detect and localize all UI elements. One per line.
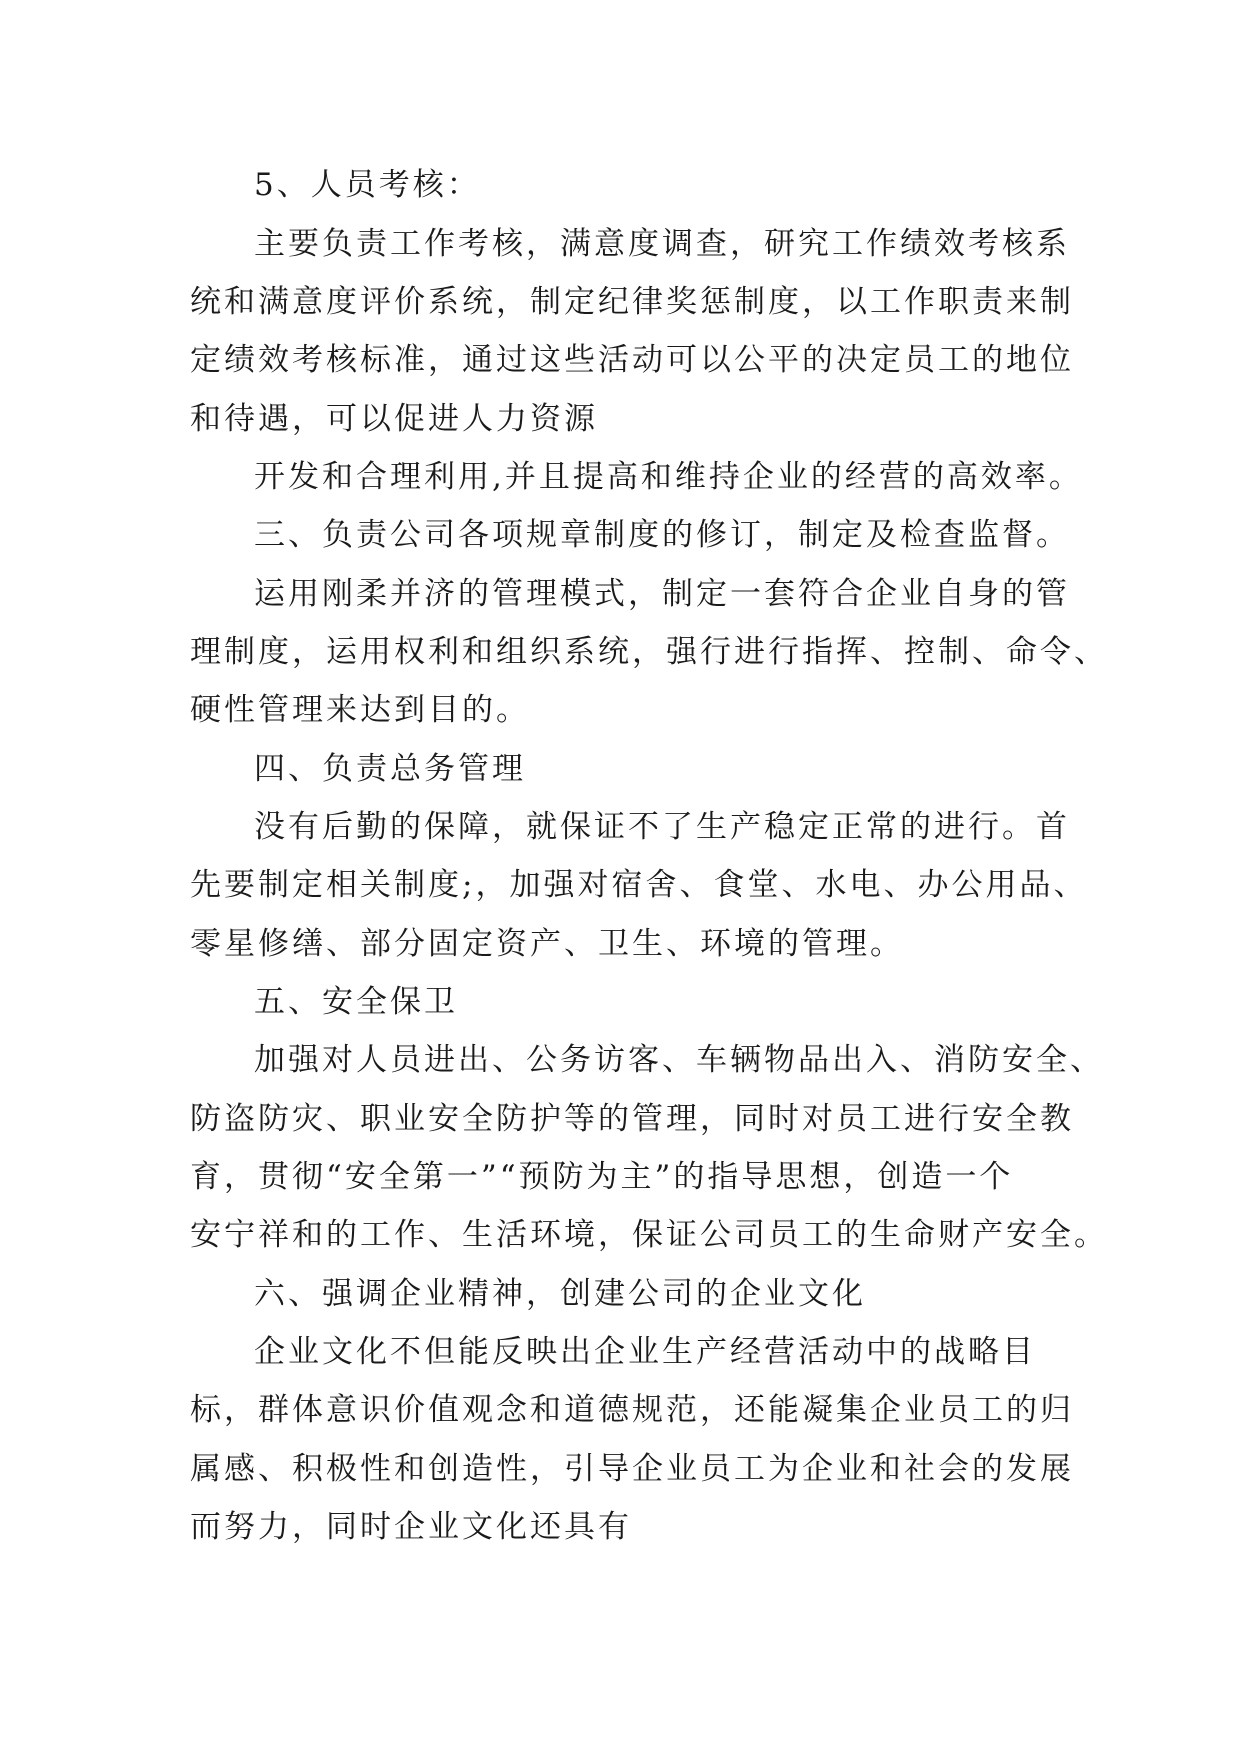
heading-corporate-culture: 六、强调企业精神，创建公司的企业文化 [254,1276,866,1312]
heading-security: 五、安全保卫 [254,984,458,1020]
paragraph-line: 硬性管理来达到目的。 [190,692,530,728]
paragraph-line: 加强对人员进出、公务访客、车辆物品出入、消防安全、 [254,1042,1104,1078]
paragraph-line: 运用刚柔并济的管理模式，制定一套符合企业自身的管 [254,576,1070,612]
paragraph-line: 育，贯彻“安全第一”“预防为主”的指导思想，创造一个 [190,1159,1014,1195]
heading-regulations: 三、负责公司各项规章制度的修订，制定及检查监督。 [254,517,1070,553]
paragraph-line: 定绩效考核标准，通过这些活动可以公平的决定员工的地位 [190,342,1074,378]
paragraph-line: 安宁祥和的工作、生活环境，保证公司员工的生命财产安全。 [190,1217,1108,1253]
heading-general-affairs: 四、负责总务管理 [254,751,526,787]
paragraph-line: 企业文化不但能反映出企业生产经营活动中的战略目 [254,1334,1036,1370]
paragraph-line: 和待遇，可以促进人力资源 [190,401,598,437]
heading-personnel-assessment: 5、人员考核： [254,167,481,203]
paragraph-line: 防盗防灾、职业安全防护等的管理，同时对员工进行安全教 [190,1101,1074,1137]
paragraph-line: 理制度，运用权利和组织系统，强行进行指挥、控制、命令、 [190,634,1108,670]
paragraph-line: 而努力，同时企业文化还具有 [190,1509,632,1545]
paragraph-line: 开发和合理利用,并且提高和维持企业的经营的高效率。 [254,459,1083,495]
paragraph-line: 没有后勤的保障，就保证不了生产稳定正常的进行。首 [254,809,1070,845]
paragraph-line: 主要负责工作考核，满意度调查，研究工作绩效考核系 [254,226,1070,262]
paragraph-line: 属感、积极性和创造性，引导企业员工为企业和社会的发展 [190,1451,1074,1487]
paragraph-line: 标，群体意识价值观念和道德规范，还能凝集企业员工的归 [190,1392,1074,1428]
paragraph-line: 统和满意度评价系统，制定纪律奖惩制度，以工作职责来制 [190,284,1074,320]
paragraph-line: 零星修缮、部分固定资产、卫生、环境的管理。 [190,926,904,962]
paragraph-line: 先要制定相关制度;，加强对宿舍、食堂、水电、办公用品、 [190,867,1088,903]
